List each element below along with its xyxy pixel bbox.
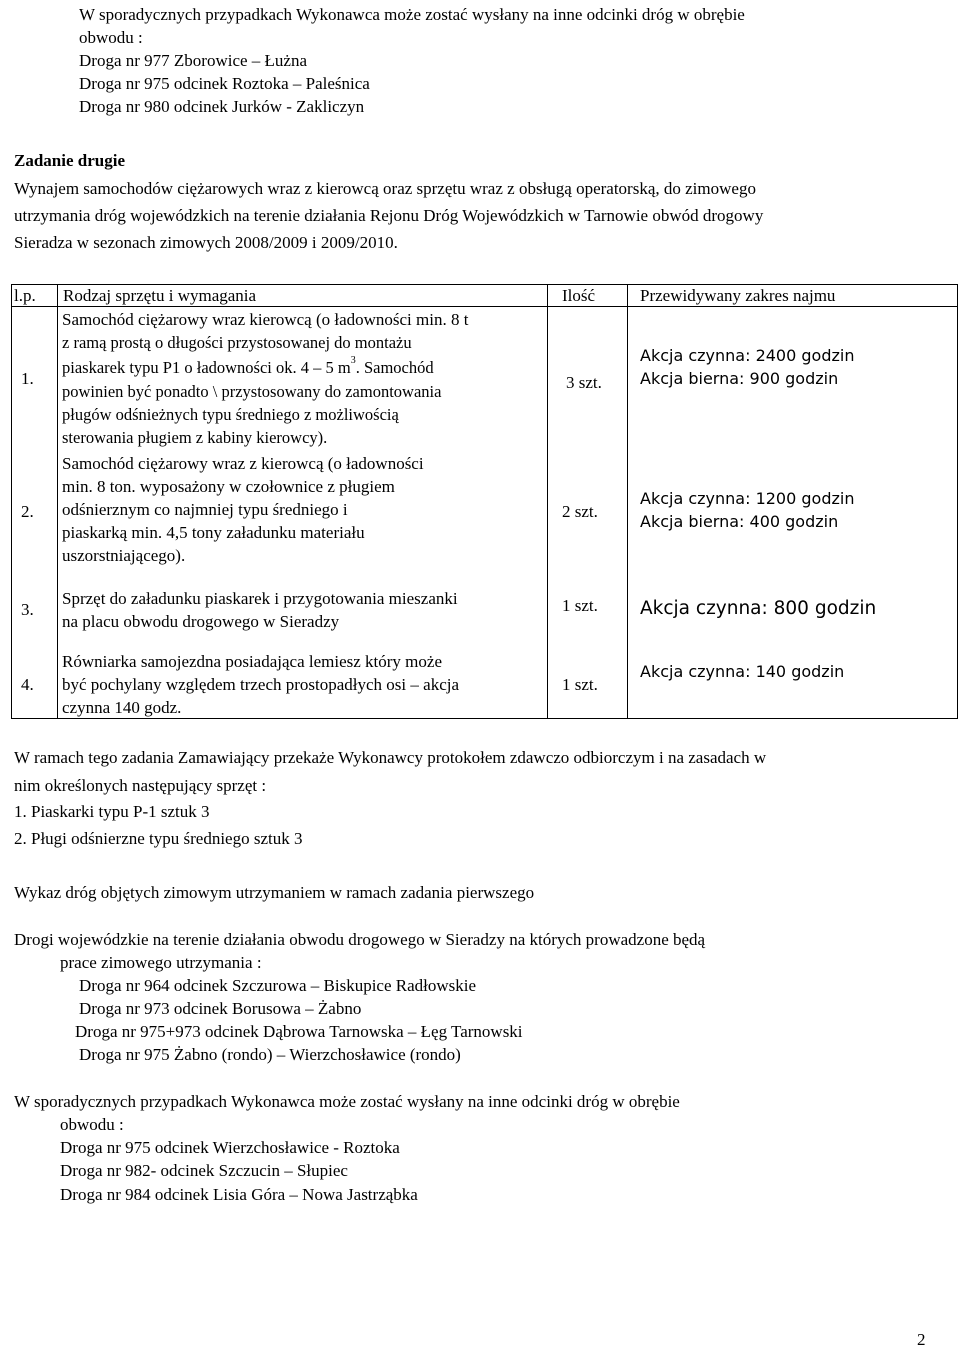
handover-line-2: nim określonych następujący sprzęt :	[14, 776, 267, 795]
header-type: Rodzaj sprzętu i wymagania	[63, 286, 257, 305]
row-qty: 1 szt.	[562, 596, 598, 615]
superscript-3: 3	[350, 355, 356, 366]
row-desc-line: odśnierznym co najmniej typu średniego i	[62, 500, 348, 519]
roads-list-title: Wykaz dróg objętych zimowym utrzymaniem w ramach zadania pierwszego	[14, 883, 535, 902]
table-border-left	[11, 284, 12, 719]
table-col-divider-1	[57, 284, 58, 719]
row-desc-line: Samochód ciężarowy wraz kierowcą (o ładowności min. 8 t	[62, 310, 469, 329]
row-desc-line: uszorstniającego).	[62, 546, 186, 565]
row-desc-line: pługów odśnieżnych typu średniego z możliwością	[62, 405, 399, 424]
row-desc-line: min. 8 ton. wyposażony w czołownice z pługiem	[62, 477, 395, 496]
task2-line-2: utrzymania dróg wojewódzkich na terenie działania Rejonu Dróg Wojewódzkich w Tarnowie obwód drogowy	[14, 206, 764, 225]
intro-line-1: W sporadycznych przypadkach Wykonawca może zostać wysłany na inne odcinki dróg w obrębie	[79, 5, 745, 24]
row-desc-line: powinien być ponadto \ przystosowany do zamontowania	[62, 382, 442, 401]
row-range-line: Akcja czynna: 1200 godzin	[640, 489, 855, 508]
table-col-divider-2	[547, 284, 548, 719]
table-col-divider-3	[627, 284, 628, 719]
row-desc-line: Sprzęt do załadunku piaskarek i przygotowania mieszanki	[62, 589, 458, 608]
row-range-line: Akcja czynna: 140 godzin	[640, 662, 845, 681]
sporadic-line-2: obwodu :	[60, 1115, 124, 1134]
task2-heading: Zadanie drugie	[14, 151, 125, 170]
row-number: 1.	[21, 369, 34, 388]
roads-list-item: Droga nr 973 odcinek Borusowa – Żabno	[79, 999, 362, 1018]
row-qty: 1 szt.	[562, 675, 598, 694]
handover-line-1: W ramach tego zadania Zamawiający przekaże Wykonawcy protokołem zdawczo odbiorczym i na zasadach w	[14, 748, 767, 767]
row-desc-line: piaskarką min. 4,5 tony załadunku materiału	[62, 523, 365, 542]
page-number: 2	[917, 1330, 926, 1349]
row-range-line: Akcja czynna: 2400 godzin	[640, 346, 855, 365]
header-range: Przewidywany zakres najmu	[640, 286, 836, 305]
task2-line-3: Sieradza w sezonach zimowych 2008/2009 i 2009/2010.	[14, 233, 398, 252]
sporadic-road: Droga nr 984 odcinek Lisia Góra – Nowa Jastrząbka	[60, 1185, 418, 1204]
row-range-line: Akcja czynna: 800 godzin	[640, 598, 877, 619]
header-lp: l.p.	[14, 286, 36, 305]
table-border-right	[957, 284, 958, 719]
roads-list-intro-2: prace zimowego utrzymania :	[60, 953, 262, 972]
row-desc-line: z ramą prostą o długości przystosowanej do montażu	[62, 333, 412, 352]
row-desc-line: na placu obwodu drogowego w Sieradzy	[62, 612, 340, 631]
roads-list-intro-1: Drogi wojewódzkie na terenie działania obwodu drogowego w Sieradzy na których prowadzone będą	[14, 930, 706, 949]
intro-road-3: Droga nr 980 odcinek Jurków - Zakliczyn	[79, 97, 365, 116]
task2-line-1: Wynajem samochodów ciężarowych wraz z kierowcą oraz sprzętu wraz z obsługą operatorską, do zimowego	[14, 179, 756, 198]
intro-road-1: Droga nr 977 Zborowice – Łużna	[79, 51, 308, 70]
sporadic-road: Droga nr 982- odcinek Szczucin – Słupiec	[60, 1161, 348, 1180]
header-qty: Ilość	[562, 286, 596, 305]
intro-line-2: obwodu :	[79, 28, 143, 47]
roads-list-item: Droga nr 975 Żabno (rondo) – Wierzchosławice (rondo)	[79, 1045, 461, 1064]
row-range-line: Akcja bierna: 400 godzin	[640, 512, 839, 531]
row-number: 3.	[21, 600, 34, 619]
handover-item-1: 1. Piaskarki typu P-1 sztuk 3	[14, 802, 210, 821]
intro-road-2: Droga nr 975 odcinek Roztoka – Paleśnica	[79, 74, 370, 93]
row-number: 2.	[21, 502, 34, 521]
row-desc-line: piaskarek typu P1 o ładowności ok. 4 – 5 $m^3$. Samochód	[62, 355, 434, 377]
row-desc-line: być pochylany względem trzech prostopadłych osi – akcja	[62, 675, 460, 694]
row-desc-line: Samochód ciężarowy wraz z kierowcą (o ładowności	[62, 454, 424, 473]
row-desc-line: czynna 140 godz.	[62, 698, 182, 717]
row-desc-line: sterowania pługiem z kabiny kierowcy).	[62, 428, 328, 447]
roads-list-item: Droga nr 964 odcinek Szczurowa – Biskupice Radłowskie	[79, 976, 477, 995]
sporadic-road: Droga nr 975 odcinek Wierzchosławice - Roztoka	[60, 1138, 400, 1157]
handover-item-2: 2. Pługi odśnierzne typu średniego sztuk 3	[14, 829, 303, 848]
sporadic-line-1: W sporadycznych przypadkach Wykonawca może zostać wysłany na inne odcinki dróg w obrębie	[14, 1092, 680, 1111]
row-range-line: Akcja bierna: 900 godzin	[640, 369, 839, 388]
roads-list-item: Droga nr 975+973 odcinek Dąbrowa Tarnowska – Łęg Tarnowski	[75, 1022, 523, 1041]
row-number: 4.	[21, 675, 34, 694]
row-qty: 3 szt.	[566, 373, 602, 392]
row-qty: 2 szt.	[562, 502, 598, 521]
row-desc-line: Równiarka samojezdna posiadająca lemiesz który może	[62, 652, 442, 671]
